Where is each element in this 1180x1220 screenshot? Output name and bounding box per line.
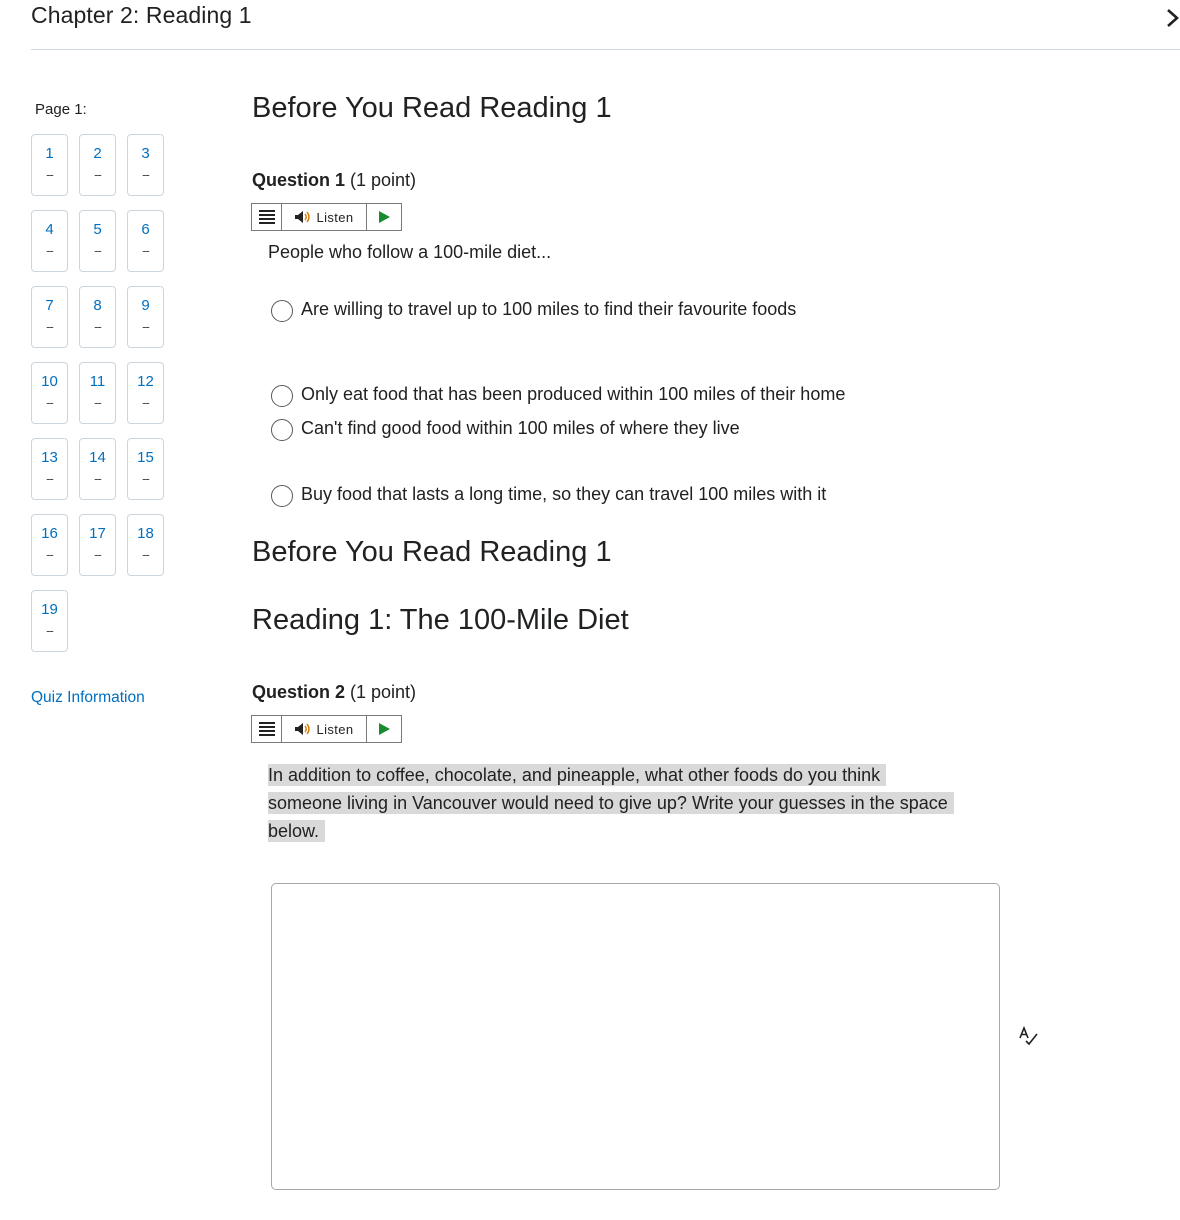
quiz-information-link[interactable]: Quiz Information xyxy=(31,689,145,706)
question-nav-1[interactable] xyxy=(31,134,68,196)
question-nav-15[interactable] xyxy=(127,438,164,500)
question-nav-number: 2 xyxy=(93,145,102,162)
question-1-prompt: People who follow a 100-mile diet... xyxy=(268,242,552,262)
question-1-label: Question 1 xyxy=(252,170,346,190)
question-nav-status: -- xyxy=(46,167,53,182)
question-nav-4[interactable] xyxy=(31,210,68,272)
listen-menu-button[interactable] xyxy=(252,204,282,230)
highlighted-prompt-text: In addition to coffee, chocolate, and pineapple, what other foods do you think someone living in Vancouver would need to give up? Write your guesses in the space below. xyxy=(268,764,954,842)
question-nav-11[interactable] xyxy=(79,362,116,424)
play-icon xyxy=(379,723,390,735)
question-nav-3[interactable] xyxy=(127,134,164,196)
question-nav-17[interactable] xyxy=(79,514,116,576)
option-label: Buy food that lasts a long time, so they can travel 100 miles with it xyxy=(301,484,827,504)
listen-button[interactable] xyxy=(282,716,367,742)
question-nav-13[interactable] xyxy=(31,438,68,500)
question-nav-status: -- xyxy=(142,243,149,258)
question-nav-status: -- xyxy=(142,167,149,182)
question-nav-5[interactable] xyxy=(79,210,116,272)
question-nav-status: -- xyxy=(142,471,149,486)
question-2-prompt xyxy=(268,761,958,845)
question-nav-status: -- xyxy=(94,547,101,562)
option-label: Can't find good food within 100 miles of where they live xyxy=(301,418,740,438)
spellcheck-button[interactable] xyxy=(1017,1024,1041,1048)
question-nav-number: 15 xyxy=(137,449,154,466)
question-nav-19[interactable] xyxy=(31,590,68,652)
reading-heading: Reading 1: The 100-Mile Diet xyxy=(252,604,629,636)
question-nav-12[interactable] xyxy=(127,362,164,424)
page-title: Chapter 2: Reading 1 xyxy=(31,2,252,28)
question-nav-status: -- xyxy=(46,623,53,638)
question-nav-7[interactable] xyxy=(31,286,68,348)
question-nav-number: 1 xyxy=(45,145,54,162)
listen-menu-button[interactable] xyxy=(252,716,282,742)
question-nav-number: 19 xyxy=(41,601,58,618)
question-nav-number: 17 xyxy=(89,525,106,542)
question-nav-number: 14 xyxy=(89,449,106,466)
listen-toolbar-q1 xyxy=(251,203,402,231)
question-nav-number: 12 xyxy=(137,373,154,390)
question-nav-10[interactable] xyxy=(31,362,68,424)
question-nav-6[interactable] xyxy=(127,210,164,272)
section-heading: Before You Read Reading 1 xyxy=(252,92,612,124)
question-nav-number: 6 xyxy=(141,221,150,238)
next-page-button[interactable] xyxy=(1162,2,1180,32)
question-nav-status: -- xyxy=(46,243,53,258)
play-button[interactable] xyxy=(367,204,401,230)
question-nav-status: -- xyxy=(94,319,101,334)
radio-button[interactable] xyxy=(271,300,293,322)
question-2-title xyxy=(252,682,416,703)
play-button[interactable] xyxy=(367,716,401,742)
question-nav-number: 7 xyxy=(45,297,54,314)
question-1-points: (1 point) xyxy=(345,170,417,190)
question-nav-14[interactable] xyxy=(79,438,116,500)
top-bar xyxy=(0,0,1180,50)
question-nav-number: 18 xyxy=(137,525,154,542)
answer-option[interactable] xyxy=(271,415,740,441)
question-nav-number: 3 xyxy=(141,145,150,162)
chevron-right-icon xyxy=(1162,2,1180,32)
question-nav-status: -- xyxy=(94,395,101,410)
question-nav-number: 16 xyxy=(41,525,58,542)
header-divider xyxy=(31,49,1180,50)
question-nav-8[interactable] xyxy=(79,286,116,348)
question-nav-18[interactable] xyxy=(127,514,164,576)
question-nav-status: -- xyxy=(142,395,149,410)
question-1-title xyxy=(252,170,416,191)
question-nav-status: -- xyxy=(94,243,101,258)
listen-button[interactable] xyxy=(282,204,367,230)
question-nav-status: -- xyxy=(46,547,53,562)
question-nav-status: -- xyxy=(46,395,53,410)
radio-button[interactable] xyxy=(271,385,293,407)
radio-button[interactable] xyxy=(271,485,293,507)
question-nav-number: 11 xyxy=(89,373,106,390)
speaker-icon xyxy=(294,722,312,736)
question-nav-2[interactable] xyxy=(79,134,116,196)
option-label: Are willing to travel up to 100 miles to find their favourite foods xyxy=(301,299,797,319)
question-nav-number: 8 xyxy=(93,297,102,314)
question-nav-number: 13 xyxy=(41,449,58,466)
question-nav-number: 4 xyxy=(45,221,54,238)
speaker-icon xyxy=(294,210,312,224)
answer-textarea[interactable] xyxy=(271,883,1000,1190)
question-nav-9[interactable] xyxy=(127,286,164,348)
radio-button[interactable] xyxy=(271,419,293,441)
question-nav-number: 5 xyxy=(93,221,102,238)
question-nav-status: -- xyxy=(142,547,149,562)
listen-toolbar-q2 xyxy=(251,715,402,743)
question-nav-status: -- xyxy=(94,167,101,182)
question-nav-number: 9 xyxy=(141,297,150,314)
play-icon xyxy=(379,211,390,223)
option-label: Only eat food that has been produced within 100 miles of their home xyxy=(301,384,846,404)
section-heading: Before You Read Reading 1 xyxy=(252,536,612,568)
question-nav-number: 10 xyxy=(41,373,58,390)
answer-option[interactable] xyxy=(271,381,845,407)
page-label: Page 1: xyxy=(35,101,87,118)
question-nav-status: -- xyxy=(142,319,149,334)
question-nav-status: -- xyxy=(94,471,101,486)
question-nav-status: -- xyxy=(46,319,53,334)
question-nav-16[interactable] xyxy=(31,514,68,576)
question-nav-status: -- xyxy=(46,471,53,486)
listen-label: Listen xyxy=(316,209,354,225)
answer-option[interactable] xyxy=(271,481,826,507)
listen-label: Listen xyxy=(316,721,354,737)
question-2-label: Question 2 xyxy=(252,682,346,702)
spellcheck-icon xyxy=(1017,1024,1041,1048)
answer-option[interactable] xyxy=(271,296,796,322)
question-2-points: (1 point) xyxy=(345,682,417,702)
